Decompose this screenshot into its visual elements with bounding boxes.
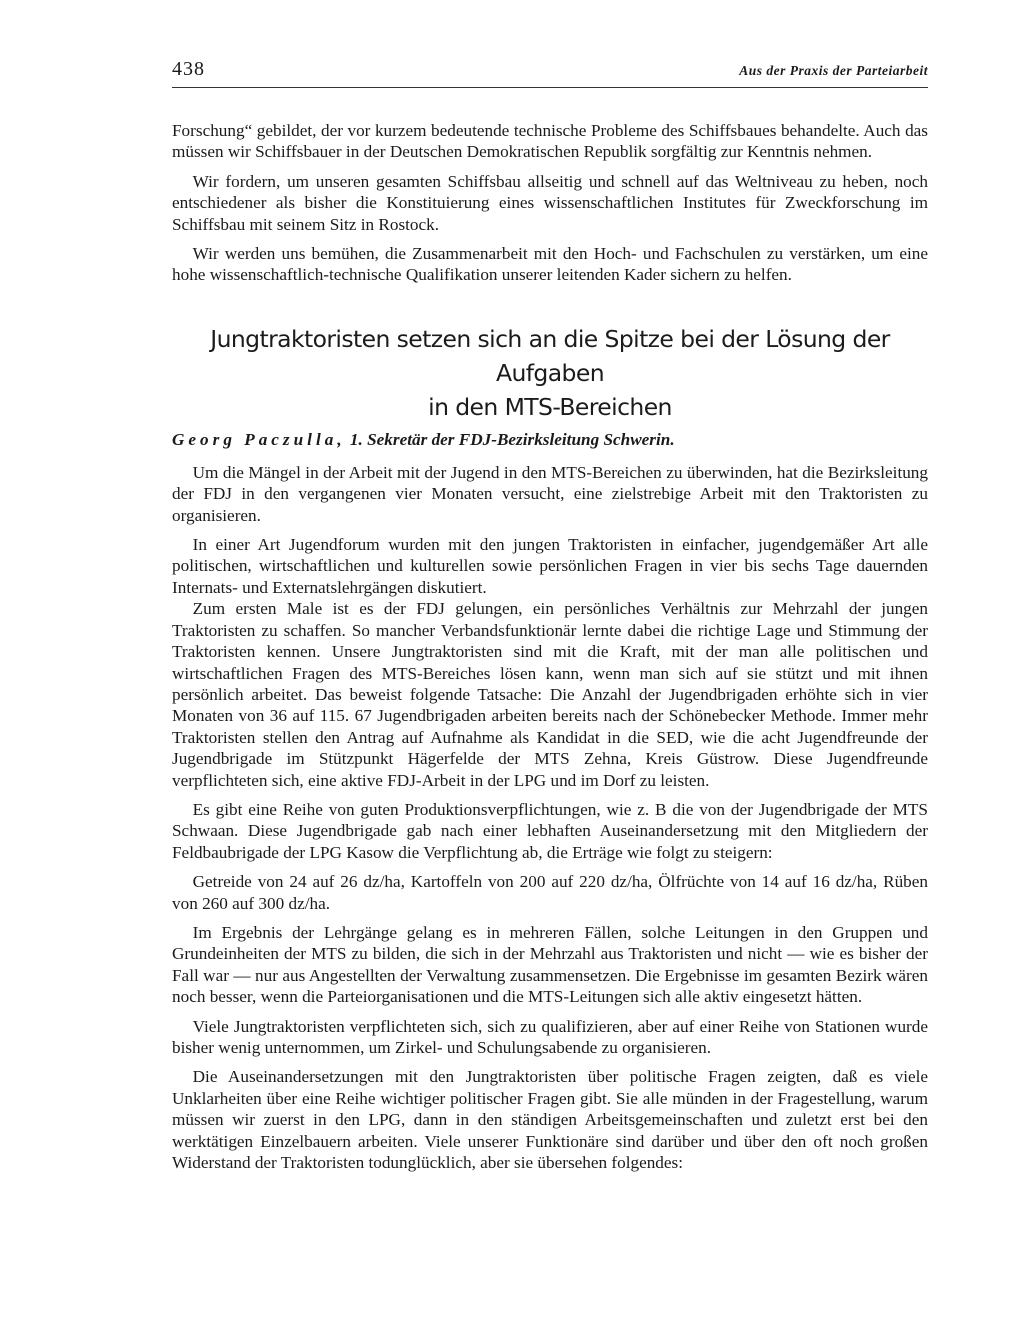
- paragraph: Zum ersten Male ist es der FDJ gelungen, ein persönliches Verhältnis zur Mehrzahl der jungen Traktoristen zu schaffen. So mancher Verbandsfunktionär lernte dabei die richtige Lage und Stimmung der Traktoristen kennen. Unsere Jungtraktoristen sind mit die Kraft, mit der man alle politischen und wirtschaftlichen Fragen des MTS-Bereiches lösen kann, wenn man sich auf sie stützt und mit ihnen persönlich arbeitet. Das beweist folgende Tatsache: Die Anzahl der Jugendbrigaden erhöhte sich in vier Monaten von 36 auf 115. 67 Jugendbrigaden arbeiten bereits nach der Schönebecker Methode. Immer mehr Traktoristen stellen den Antrag auf Aufnahme als Kandidat in die SED, wie die acht Jugendfreunde der Jugendbrigade im Stützpunkt Hägerfelde der MTS Zehna, Kreis Güstrow. Diese Jugendfreunde verpflichteten sich, eine aktive FDJ-Arbeit in der LPG und im Dorf zu leisten.: [172, 599, 928, 790]
- author-role: 1. Sekretär der FDJ-Bezirksleitung Schwerin.: [349, 429, 675, 449]
- paragraph: Forschung“ gebildet, der vor kurzem bedeutende technische Probleme des Schiffsbaues behandelte. Auch das müssen wir Schiffsbauer in der Deutschen Demokratischen Republik sorgfältig zur Kenntnis nehmen.: [172, 121, 928, 162]
- paragraph: In einer Art Jugendforum wurden mit den jungen Traktoristen in einfacher, jugendgemäßer Art alle politischen, wirtschaftlichen und kulturellen sowie persönlichen Fragen in vier bis sechs Tage dauernden Internats- und Externatslehrgängen diskutiert.: [172, 535, 928, 597]
- paragraph: Viele Jungtraktoristen verpflichteten sich, sich zu qualifizieren, aber auf einer Reihe von Stationen wurde bisher wenig unternommen, um Zirkel- und Schulungsabende zu organisieren.: [172, 1016, 928, 1057]
- article-byline: [172, 430, 928, 450]
- paragraph: Um die Mängel in der Arbeit mit der Jugend in den MTS-Bereichen zu überwinden, hat die Bezirksleitung der FDJ in den vergangenen vier Monaten versucht, eine zielstrebige Arbeit mit den Traktoristen zu organisieren.: [172, 462, 928, 525]
- article-title: [172, 322, 928, 424]
- paragraph: Es gibt eine Reihe von guten Produktionsverpflichtungen, wie z. B die von der Jugendbrigade der MTS Schwaan. Diese Jugendbrigade gab nach einer lebhaften Auseinandersetzung mit den Mitgliedern der Feldbaubrigade der LPG Kasow die Verpflichtung ab, die Erträge wie folgt zu steigern:: [172, 799, 928, 862]
- page-number: 438: [172, 58, 205, 80]
- paragraph: Die Auseinandersetzungen mit den Jungtraktoristen über politische Fragen zeigten, daß es viele Unklarheiten über eine Reihe wichtiger politischer Fragen gibt. Sie alle münden in der Fragestellung, warum müssen wir zuerst in den LPG, dann in den ständigen Arbeitsgemeinschaften und zuletzt erst bei den werktätigen Einzelbauern arbeiten. Viele unserer Funktionäre sind darüber und über den oft noch großen Widerstand der Traktoristen todunglücklich, aber sie übersehen folgendes:: [172, 1067, 928, 1173]
- page-content: [172, 120, 928, 1173]
- article-title-line-2: in den MTS-Bereichen: [428, 392, 672, 421]
- article-title-line-1: Jungtraktoristen setzen sich an die Spitze bei der Lösung der Aufgaben: [210, 324, 890, 387]
- running-head: Aus der Praxis der Parteiarbeit: [739, 63, 928, 78]
- document-page: [172, 58, 928, 1173]
- page-header: [172, 58, 928, 88]
- author-name: Georg Paczulla,: [172, 429, 346, 449]
- paragraph: Wir werden uns bemühen, die Zusammenarbeit mit den Hoch- und Fachschulen zu verstärken, um eine hohe wissenschaftlich-technische Qualifikation unserer leitenden Kader sichern zu helfen.: [172, 244, 928, 285]
- paragraph: Im Ergebnis der Lehrgänge gelang es in mehreren Fällen, solche Leitungen in den Gruppen und Grundeinheiten der MTS zu bilden, die sich in der Mehrzahl aus Traktoristen und nicht — wie es bisher der Fall war — nur aus Angestellten der Verwaltung zusammensetzen. Die Ergebnisse im gesamten Bezirk wären noch besser, wenn die Parteiorganisationen und die MTS-Leitungen sich alle aktiv eingesetzt hätten.: [172, 922, 928, 1007]
- paragraph: Getreide von 24 auf 26 dz/ha, Kartoffeln von 200 auf 220 dz/ha, Ölfrüchte von 14 auf 16 dz/ha, Rüben von 260 auf 300 dz/ha.: [172, 872, 928, 913]
- paragraph: Wir fordern, um unseren gesamten Schiffsbau allseitig und schnell auf das Weltniveau zu heben, noch entschiedener als bisher die Konstituierung eines wissenschaftlichen Institutes für Zweckforschung im Schiffsbau mit seinem Sitz in Rostock.: [172, 171, 928, 234]
